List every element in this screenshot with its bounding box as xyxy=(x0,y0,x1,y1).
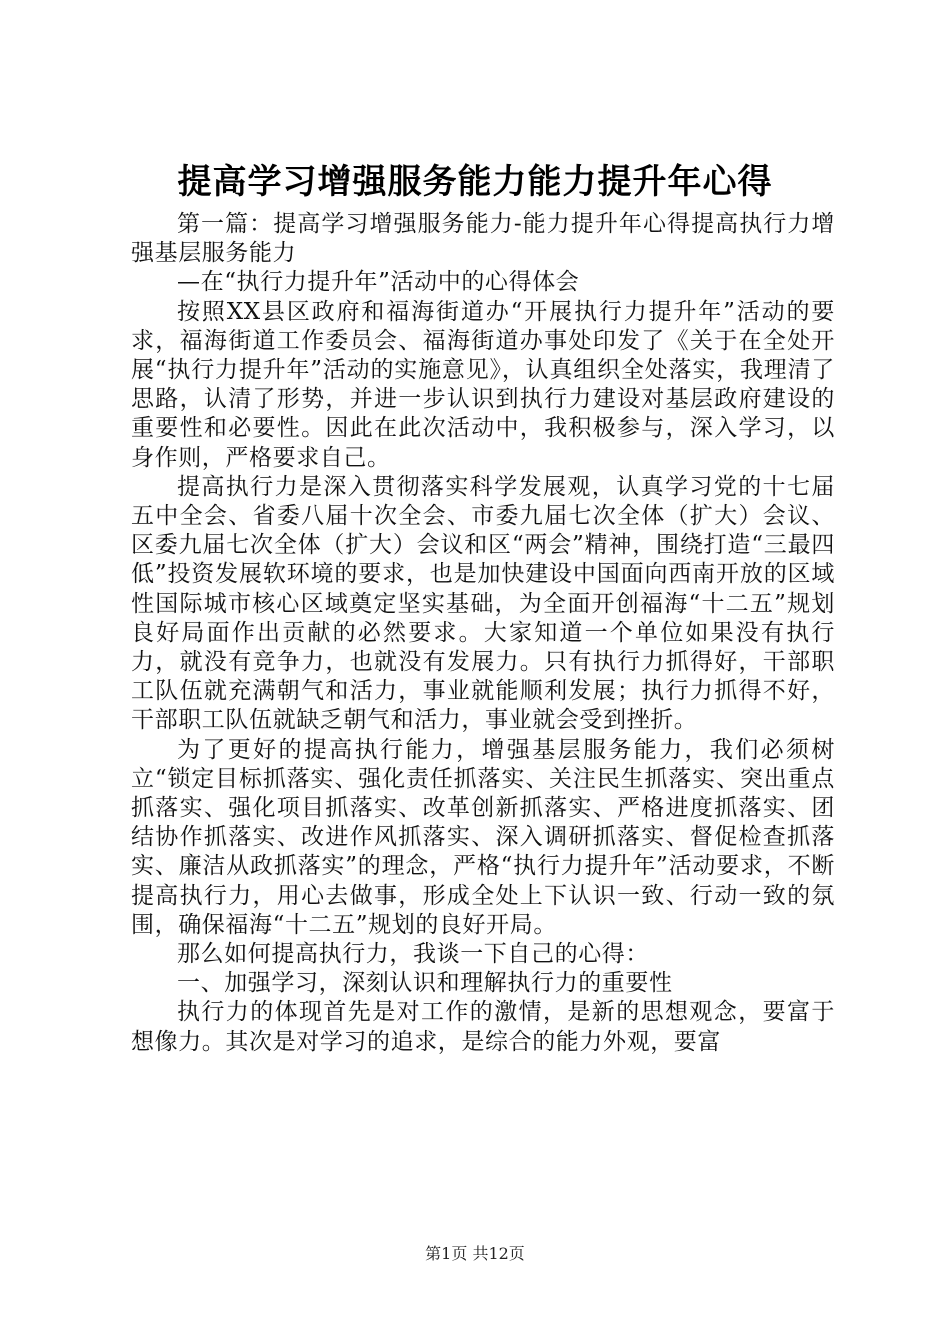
paragraph: 一、加强学习，深刻认识和理解执行力的重要性 xyxy=(177,970,673,997)
paragraph: 第一篇：提高学习增强服务能力-能力提升年心得提高执行力增强基层服务能力 xyxy=(131,211,835,267)
document-body xyxy=(131,210,835,1057)
paragraph: 那么如何提高执行力，我谈一下自己的心得： xyxy=(177,941,649,968)
paragraph: 按照XX县区政府和福海街道办“开展执行力提升年”活动的要求，福海街道工作委员会、福海街道办事处印发了《关于在全处开展“执行力提升年”活动的实施意见》，认真组织全处落实，我理清了思路，认清了形势，并进一步认识到执行力建设对基层政府建设的重要性和必要性。因此在此次活动中，我积极参与，深入学习，以身作则，严格要求自己。 xyxy=(131,298,835,471)
page-number-footer: 第1页 共12页 xyxy=(425,1244,525,1263)
paragraph: 执行力的体现首先是对工作的激情，是新的思想观念，要富于想像力。其次是对学习的追求，是综合的能力外观，要富 xyxy=(131,999,835,1055)
paragraph: 为了更好的提高执行能力，增强基层服务能力，我们必须树立“锁定目标抓落实、强化责任抓落实、关注民生抓落实、突出重点抓落实、强化项目抓落实、改革创新抓落实、严格进度抓落实、团结协作抓落实、改进作风抓落实、深入调研抓落实、督促检查抓落实、廉洁从政抓落实”的理念，严格“执行力提升年”活动要求，不断提高执行力，用心去做事，形成全处上下认识一致、行动一致的氛围，确保福海“十二五”规划的良好开局。 xyxy=(131,736,835,938)
document-title: 提高学习增强服务能力能力提升年心得 xyxy=(177,162,773,202)
paragraph: 提高执行力是深入贯彻落实科学发展观，认真学习党的十七届五中全会、省委八届十次全会、市委九届七次全体（扩大）会议、区委九届七次全体（扩大）会议和区“两会”精神，围绕打造“三最四低”投资发展软环境的要求，也是加快建设中国面向西南开放的区域性国际城市核心区域奠定坚实基础，为全面开创福海“十二五”规划良好局面作出贡献的必然要求。大家知道一个单位如果没有执行力，就没有竞争力，也就没有发展力。只有执行力抓得好，干部职工队伍就充满朝气和活力，事业就能顺利发展；执行力抓得不好，干部职工队伍就缺乏朝气和活力，事业就会受到挫折。 xyxy=(131,473,835,734)
paragraph: —在“执行力提升年”活动中的心得体会 xyxy=(177,269,580,296)
